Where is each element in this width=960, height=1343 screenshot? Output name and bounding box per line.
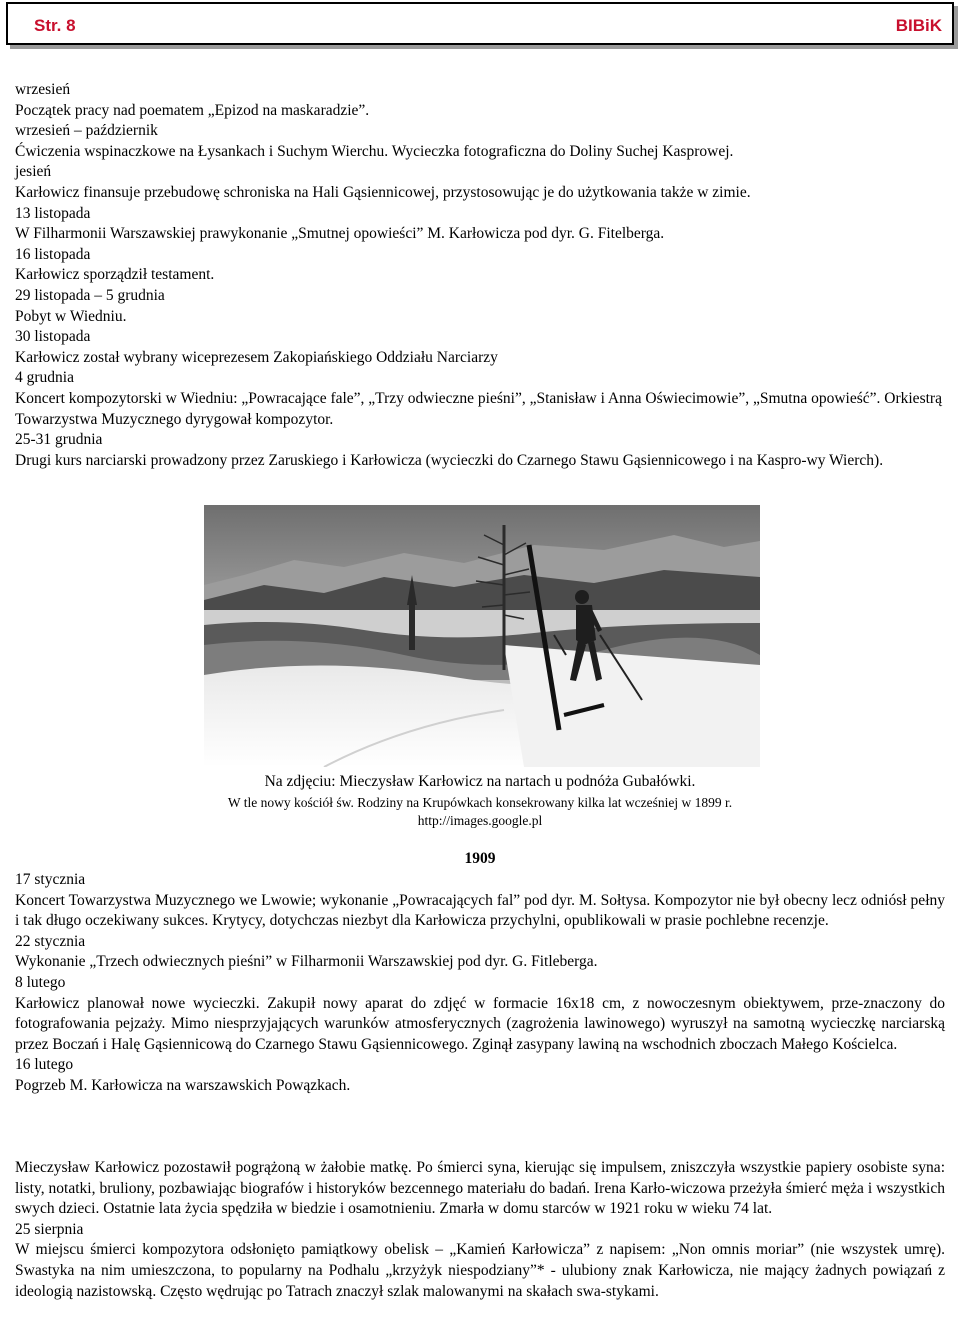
timeline-entry	[15, 204, 945, 245]
entry-date: 17 stycznia	[15, 871, 86, 888]
entry-text: W Filharmonii Warszawskiej prawykonanie „Smutnej opowieści” M. Karłowicza pod dyr. G. Fitelberga.	[15, 225, 665, 243]
entry-text: Karłowicz został wybrany wiceprezesem Zakopiańskiego Oddziału Narciarzy	[15, 348, 498, 366]
photo-illustration	[204, 505, 760, 767]
page-header	[6, 2, 954, 45]
timeline-entry	[15, 286, 945, 327]
entry-text: Drugi kurs narciarski prowadzony przez Zaruskiego i Karłowicza (wycieczki do Czarnego Stawu Gąsiennicowego i na Kaspro-wy Wierch).	[15, 451, 884, 469]
timeline-entry	[15, 932, 945, 973]
entry-text: Wykonanie „Trzech odwiecznych pieśni” w Filharmonii Warszawskiej pod dyr. G. Fitleberga.	[15, 953, 598, 971]
photo-skier-icon	[204, 505, 760, 767]
entry-text: Pogrzeb M. Karłowicza na warszawskich Powązkach.	[15, 1076, 351, 1094]
entry-text: Karłowicz planował nowe wycieczki. Zakupił nowy aparat do zdjęć w formacie 16x18 cm, z nowoczesnym obiektywem, prze-znaczony do fotografowania pejzaży. Mimo niesprzyjających warunków atmosferycznych (zagrożenia lawinowego) wyruszył na samotną wycieczkę narciarską przez Boczań i Halę Gąsiennicową do Czarnego Stawu Gąsiennicowego. Zginął zasypany lawiną na wschodnich zboczach Małego Kościelca.	[15, 994, 945, 1053]
photo-caption-title: Na zdjęciu: Mieczysław Karłowicz na nartach u podnóża Gubałówki.	[264, 773, 696, 790]
timeline-entry	[15, 973, 945, 1055]
brand-label: BIBiK	[895, 16, 942, 35]
bottom-timeline	[15, 870, 945, 1097]
entry-date: 25-31 grudnia	[15, 431, 103, 449]
entry-text: W miejscu śmierci kompozytora odsłonięto pamiątkowy obelisk – „Kamień Karłowicza” z napisem: „Non omnis moriar” (nie wszystek umrę). Swastyka na nim umieszczona, to popularny na Podhalu „krzyżyk niespodziany”* - ulubiony znak Karłowicza, nie mający żadnych powiązań z ideologią nazistowską. Często wędrując po Tatrach znaczył szlak malowanymi na skałach swa-stykami.	[15, 1241, 945, 1300]
timeline-entry	[15, 80, 945, 121]
entry-date: 13 listopada	[15, 204, 91, 222]
entry-text: Karłowicz finansuje przebudowę schroniska na Hali Gąsiennicowej, przystosowując je do użytkowania także w zimie.	[15, 183, 751, 201]
timeline-entry	[15, 121, 945, 162]
page-number: Str. 8	[34, 16, 76, 35]
entry-date: 30 listopada	[15, 328, 91, 346]
timeline-entry	[15, 430, 945, 471]
entry-date: 16 lutego	[15, 1056, 74, 1074]
timeline-entry	[15, 368, 945, 430]
entry-date: 22 stycznia	[15, 932, 86, 950]
entry-date: 4 grudnia	[15, 369, 74, 387]
entry-text: Koncert Towarzystwa Muzycznego we Lwowie; wykonanie „Powracających fal” pod dyr. M. Sołtysa. Kompozytor nie był obecny lecz odniósł pełny i tak długo oczekiwany sukces. Krytycy, dotychczas niezbyt dla Karłowicza przychylni, opublikowali w prasie pochlebne recenzje.	[15, 891, 945, 930]
entry-date: jesień	[15, 163, 52, 181]
timeline-entry	[15, 162, 945, 203]
timeline-entry	[15, 1055, 945, 1096]
timeline-entry	[15, 327, 945, 368]
top-timeline	[15, 80, 945, 471]
entry-text: Koncert kompozytorski w Wiedniu: „Powracające fale”, „Trzy odwieczne pieśni”, „Stanisław i Anna Oświecimowie”, „Smutna opowieść”. Orkiestrą Towarzystwa Muzycznego dyrygował kompozytor.	[15, 389, 942, 428]
entry-date: 8 lutego	[15, 973, 66, 991]
timeline-entry	[15, 245, 945, 286]
entry-text: Pobyt w Wiedniu.	[15, 307, 127, 325]
entry-date: wrzesień – październik	[15, 122, 158, 140]
entry-date: wrzesień	[15, 81, 71, 98]
closing-section	[15, 1158, 945, 1302]
entry-text: Karłowicz sporządził testament.	[15, 266, 215, 284]
entry-date: 29 listopada – 5 grudnia	[15, 286, 165, 304]
photo-caption-note: W tle nowy kościół św. Rodziny na Krupówkach konsekrowany kilka lat wcześniej w 1899 r.	[227, 795, 733, 810]
photo-source-link[interactable]: http://images.google.pl	[417, 813, 543, 828]
entry-date: 25 sierpnia	[15, 1220, 84, 1238]
timeline-entry	[15, 870, 945, 932]
year-heading: 1909	[464, 850, 496, 867]
entry-text: Początek pracy nad poematem „Epizod na maskaradzie”.	[15, 101, 370, 119]
entry-date: 16 listopada	[15, 245, 91, 263]
entry-text: Ćwiczenia wspinaczkowe na Łysankach i Suchym Wierchu. Wycieczka fotograficzna do Doliny Suchej Kasprowej.	[15, 142, 734, 160]
timeline-entry	[15, 1220, 945, 1302]
closing-paragraph: Mieczysław Karłowicz pozostawił pogrążoną w żałobie matkę. Po śmierci syna, kierując się impulsem, zniszczyła wszystkie papiery osobiste syna: listy, notatki, bruliony, pozbawiając biografów i historyków bezcennego materiału do badań. Irena Karło-wiczowa przeżyła śmierć męża i wszystkich swych dzieci. Ostatnie lata życia spędziła w biedzie i osamotnieniu. Zmarła w domu starców w 1921 roku w wieku 74 lat.	[15, 1159, 945, 1218]
